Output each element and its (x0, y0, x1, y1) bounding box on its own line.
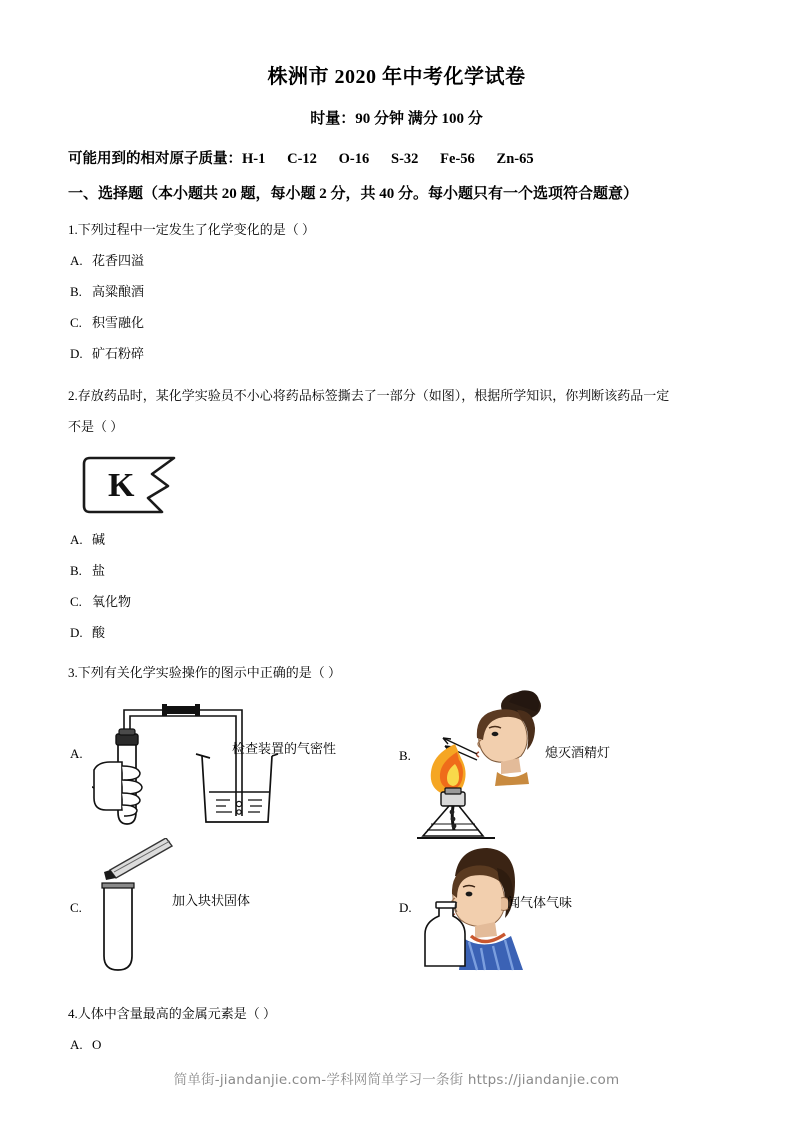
atomic-masses-line (68, 130, 725, 170)
question-3-option-b[interactable] (397, 692, 725, 842)
girl-blowing-alcohol-lamp-icon (417, 680, 597, 845)
option-caption: 熄灭酒精灯 (545, 745, 611, 760)
section-title: 一、选择题（本小题共 20 题，每小题 2 分，共 40 分。每小题只有一个选项符合题意） (68, 186, 639, 202)
footer-watermark: 简单街-jiandanjie.com-学科网简单学习一条街 https://jiandanjie.com (173, 1072, 620, 1088)
question-4-option-a[interactable] (68, 1029, 725, 1060)
option-text: 高粱酿酒 (92, 284, 145, 299)
option-text: 花香四溢 (92, 253, 145, 268)
option-text: 积雪融化 (92, 315, 145, 330)
option-letter: A. (70, 532, 83, 547)
question-2-stem-line2: 不是（ ） (68, 419, 124, 434)
option-letter: A. (70, 1037, 83, 1052)
question-2-option-b[interactable] (68, 555, 725, 586)
question-3-option-a[interactable] (68, 692, 396, 842)
question-2-figure (68, 442, 725, 524)
option-letter: C. (70, 900, 82, 915)
option-letter: A. (70, 253, 83, 268)
option-caption: 检查装置的气密性 (232, 741, 337, 756)
question-1-option-a[interactable] (68, 245, 725, 276)
option-letter: B. (70, 284, 82, 299)
question-2-option-d[interactable] (68, 617, 725, 648)
option-letter: B. (70, 563, 82, 578)
exam-duration-score: 时量：90 分钟 满分 100 分 (310, 111, 483, 127)
option-letter: C. (70, 315, 82, 330)
question-3-option-d[interactable] (397, 842, 725, 992)
question-3-stem: 3.下列有关化学实验操作的图示中正确的是（ ） (68, 665, 342, 680)
option-text: 碱 (92, 532, 106, 547)
page-title: 株洲市 2020 年中考化学试卷 (267, 66, 526, 88)
torn-label-letter: K (108, 467, 135, 504)
option-letter: D. (70, 346, 83, 361)
option-text: 矿石粉碎 (92, 346, 145, 361)
atomic-masses-values: H-1 C-12 O-16 S-32 Fe-56 Zn-65 (242, 151, 534, 167)
option-text: 盐 (92, 563, 106, 578)
question-3-option-c[interactable] (68, 842, 396, 992)
option-caption: 闻气体气味 (507, 895, 573, 910)
torn-reagent-label-icon (82, 454, 192, 524)
option-letter: D. (70, 625, 83, 640)
question-1-option-c[interactable] (68, 307, 725, 338)
option-text: O (92, 1037, 102, 1052)
question-4-stem: 4.人体中含量最高的金属元素是（ ） (68, 1006, 277, 1021)
option-text: 氧化物 (92, 594, 132, 609)
option-letter: A. (70, 746, 83, 761)
question-1-text: 下列过程中一定发生了化学变化的是（ ） (77, 222, 316, 237)
option-caption: 加入块状固体 (172, 893, 251, 908)
option-letter: D. (399, 900, 412, 915)
question-1-stem (68, 205, 725, 245)
question-3-options-grid (68, 692, 725, 992)
question-1-option-b[interactable] (68, 276, 725, 307)
question-1-number: 1. (68, 222, 78, 237)
option-text: 酸 (92, 625, 106, 640)
hand-holding-test-tube-with-beaker-icon (92, 692, 292, 837)
option-letter: B. (399, 748, 411, 763)
atomic-masses-label: 可能用到的相对原子质量： (68, 151, 242, 167)
option-letter: C. (70, 594, 82, 609)
question-2-stem-line1: 2.存放药品时，某化学实验员不小心将药品标签撕去了一部分（如图），根据所学知识，你判断该药品一定 (68, 388, 670, 403)
question-2-option-c[interactable] (68, 586, 725, 617)
question-1-option-d[interactable] (68, 338, 725, 369)
